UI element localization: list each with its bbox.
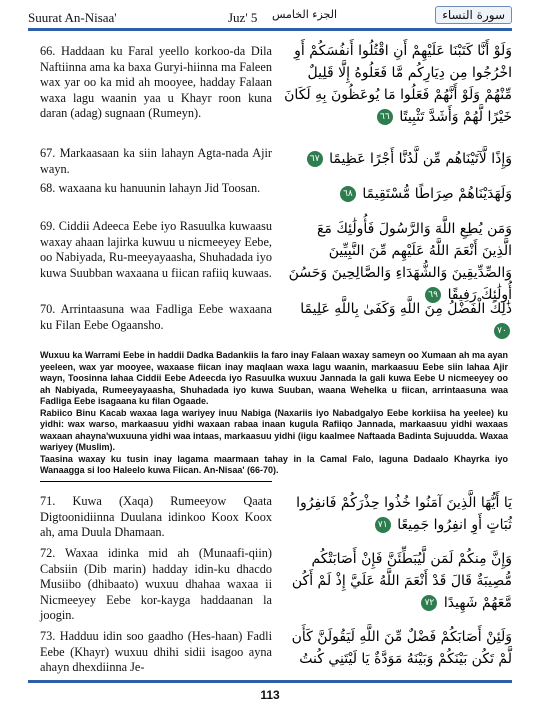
- verse-67-arabic: [284, 148, 512, 170]
- verse-71-arabic-text: يَا أَيُّهَا الَّذِينَ آمَنُوا خُذُوا حِذْرَكُمْ فَانفِرُوا ثُبَاتٍ أَوِ انفِرُوا جَمِيعًا: [296, 495, 512, 533]
- verse-70-number: ٧٠: [494, 323, 510, 339]
- verse-72-translation: 72. Waxaa idinka mid ah (Munaafi-qiin) Cabsiin (Dib marin) hadday idin-ku dhacdo Musiibo (dhibaato) wuxuu dhahaa waxaa ii Nicmeeyey Eebe kor-kayga haddaanan la joogin.: [40, 546, 272, 622]
- verse-68-translation: 68. waxaana ku hanuunin lahayn Jid Toosan.: [40, 181, 261, 195]
- verse-73-arabic-text: وَلَئِنْ أَصَابَكُمْ فَضْلٌ مِّنَ اللَّهِ لَيَقُولَنَّ كَأَن لَّمْ تَكُن بَيْنَكُمْ وَبَيْنَهُ مَوَدَّةٌ يَا لَيْتَنِي كُنتُ: [291, 629, 512, 667]
- verse-71-number: ٧١: [375, 517, 391, 533]
- verse-66-arabic-text: وَلَوْ أَنَّا كَتَبْنَا عَلَيْهِمْ أَنِ اقْتُلُوا أَنفُسَكُمْ أَوِ اخْرُجُوا مِن دِيَارِكُم مَّا فَعَلُوهُ إِلَّا قَلِيلٌ مِّنْهُمْ وَلَوْ أَنَّهُمْ فَعَلُوا مَا يُوعَظُونَ بِهِ لَكَانَ خَيْرًا لَّهُمْ وَأَشَدَّ تَثْبِيتًا: [284, 43, 512, 125]
- verse-72-number: ٧٢: [421, 595, 437, 611]
- section-divider: [40, 481, 272, 482]
- verse-68-arabic-text: وَلَهَدَيْنَاهُمْ صِرَاطًا مُّسْتَقِيمًا: [362, 186, 512, 202]
- verse-68-number: ٦٨: [340, 186, 356, 202]
- header-rule: [28, 28, 512, 31]
- verse-67-translation: 67. Markaasaan ka siin lahayn Agta-nada Ajir wayn.: [40, 146, 272, 176]
- verse-68-arabic: [284, 183, 512, 205]
- verse-70-arabic-text: ذَٰلِكَ الْفَضْلُ مِنَ اللَّهِ وَكَفَىٰ بِاللَّهِ عَلِيمًا: [300, 301, 512, 317]
- verse-69-translation: 69. Ciddii Adeeca Eebe iyo Rasuulka kuwaasu waxay ahaan lajirka kuwuu u nicmeeyey Eebe, oo Nabiyada, Ru-meeyayaasha, Shuhadada iyo kuwa Suubban waxaana u fiican rafiiq kuwaas.: [40, 219, 272, 280]
- verse-70-arabic: [284, 298, 512, 342]
- footer-rule: [28, 680, 512, 683]
- commentary-block: [40, 350, 508, 477]
- verse-71-translation: 71. Kuwa (Xaqa) Rumeeyow Qaata Digtoonidiinna Duulana idinkoo Koox Koox ah, ama Duula Dhamaan.: [40, 494, 272, 539]
- page-header: [28, 6, 512, 28]
- verse-69-arabic: [284, 218, 512, 306]
- surah-name-arabic: سورة النساء: [435, 6, 512, 24]
- verse-66-number: ٦٦: [377, 109, 393, 125]
- commentary-paragraph: Rabiico Binu Kacab waxaa laga wariyey inuu Nabiga (Naxariis iyo Nabadgalyo Eebe korkiisa ha yeelee) ku yidhi: wax warso, markaasuu yidhi waxaan rabaa inaan kugula Rafiiqo Jannada, markaasuu yidhi waxaas waxaan ahayna'wuxuuna yidhi waa intaas, markaasuu yidhi (iigu kaalmee Naftaada Badinta Sujuudda. Waxaa wariyey (Muslim).: [40, 407, 508, 452]
- surah-name: Suurat An-Nisaa': [28, 10, 117, 25]
- verse-66-translation: 66. Haddaan ku Faral yeello korkoo-da Dila Naftiinna ama ka baxa Guryi-hiinna ma Faleen wax yar oo ka mid ah mooyee, hadday Falaan waxa lagu waanin yaa u Khayr roon kuna daran (adag) sugnaan (Rumeyn).: [40, 44, 272, 120]
- verse-72-arabic-text: وَإِنَّ مِنكُمْ لَمَن لَّيُبَطِّئَنَّ فَإِنْ أَصَابَتْكُم مُّصِيبَةٌ قَالَ قَدْ أَنْعَمَ اللَّهُ عَلَيَّ إِذْ لَمْ أَكُن مَّعَهُمْ شَهِيدًا: [291, 551, 512, 611]
- commentary-paragraph: Taasina waxay ku tusin inay lagama maarmaan tahay in la Camal Falo, laguna Dadaalo Khayrka iyo Wanaagga si loo Haleelo kuwa Fiican. An-Nisaa' (66-70).: [40, 453, 508, 475]
- juz-label: Juz' 5: [228, 10, 258, 25]
- verse-67-arabic-text: وَإِذًا لَّآتَيْنَاهُم مِّن لَّدُنَّا أَجْرًا عَظِيمًا: [329, 151, 512, 167]
- verse-67-number: ٦٧: [307, 151, 323, 167]
- verse-71-arabic: [284, 492, 512, 536]
- verse-72-arabic: [284, 548, 512, 614]
- verse-73-translation: 73. Hadduu idin soo gaadho (Hes-haan) Fadli Eebe (Khayr) wuxuu dhihi sidii isagoo ayna ahayn dhexdiinna Je-: [40, 629, 272, 674]
- verse-66-arabic: [284, 40, 512, 128]
- verse-69-number: ٦٩: [425, 287, 441, 303]
- verse-70-translation: 70. Arrintaasuna waa Fadliga Eebe waxaana ku Filan Eebe Ogaansho.: [40, 302, 272, 332]
- juz-arabic: الجزء الخامس: [272, 8, 338, 21]
- verse-69-arabic-text: وَمَن يُطِعِ اللَّهَ وَالرَّسُولَ فَأُولَٰئِكَ مَعَ الَّذِينَ أَنْعَمَ اللَّهُ عَلَيْهِم مِّنَ النَّبِيِّينَ وَالصِّدِّيقِينَ وَالشُّهَدَاءِ وَالصَّالِحِينَ وَحَسُنَ أُولَٰئِكَ رَفِيقًا: [288, 221, 512, 303]
- page-number: 113: [260, 688, 280, 702]
- verse-73-arabic: [284, 626, 512, 670]
- commentary-paragraph: Wuxuu ka Warrami Eebe in haddii Dadka Badankiis la faro inay Falaan waxay sameyn oo Xumaan ah ma ayan yeeleen, wax yar mooyee, waxaase fiican inay maqlaan waxa lagu waanin, markaasuu Eebe siin lahaa Ajir wayn, Toosinna lahaa Ciddii Eebe Adeecda iyo Rasuulka wuxuu Jannada la gali kuwa Eebe U nicmeeyey oo ah Nabiyada, Rumeeyayaasha, Shuhadada iyo kuwa Suuban, waana Wehelka u fiican, arrintaasuna waa Fadliga Eebe isagaana ku filan Ogaade.: [40, 350, 508, 406]
